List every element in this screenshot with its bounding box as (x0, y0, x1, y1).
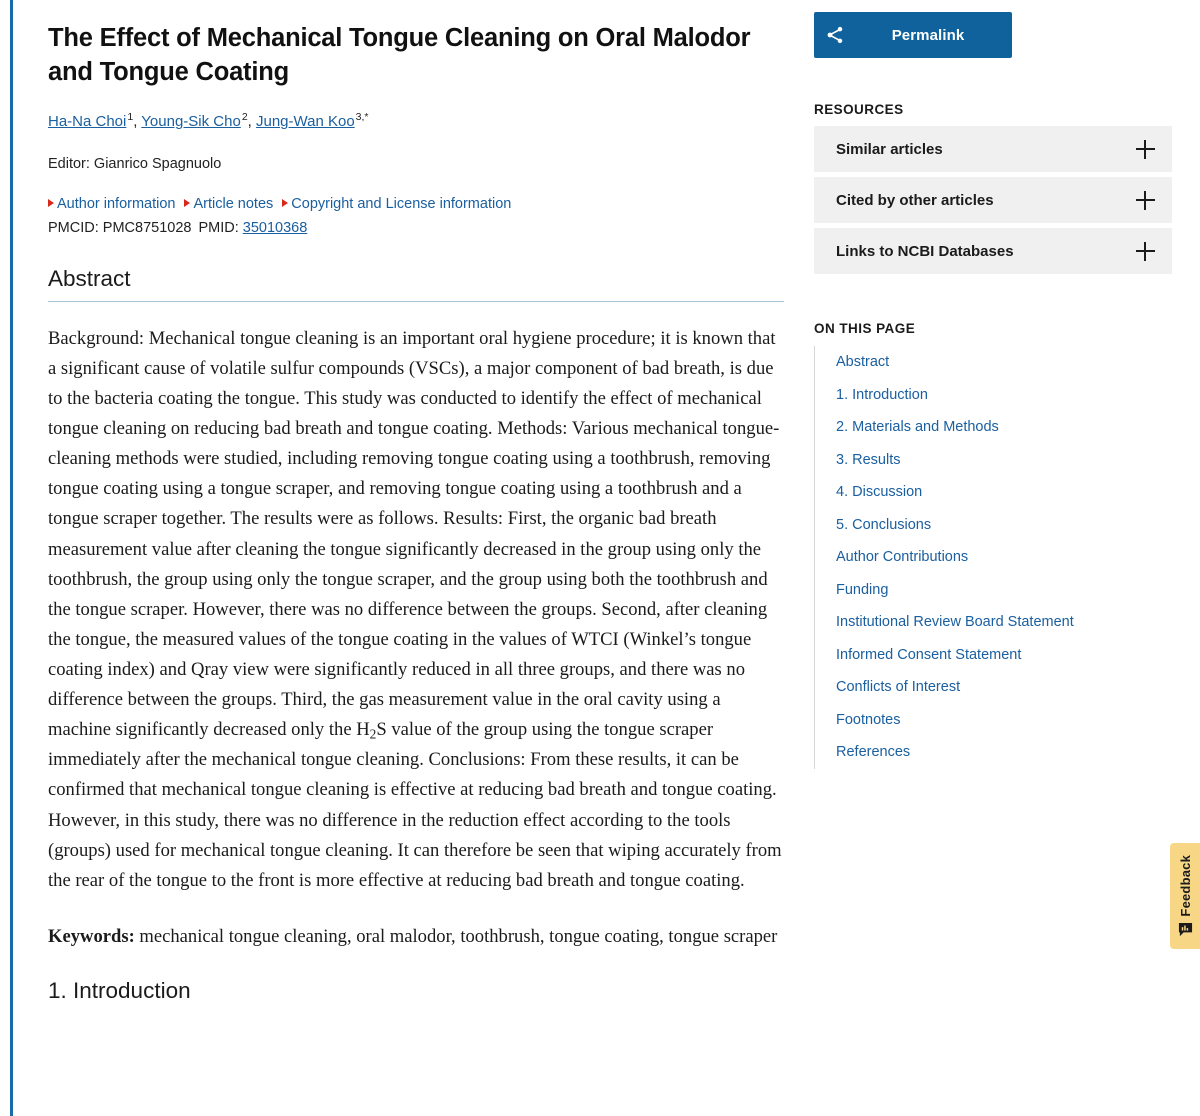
list-item (836, 671, 1172, 704)
toc-link-abstract[interactable]: Abstract (836, 354, 890, 370)
left-accent-rule (10, 0, 13, 1116)
on-this-page-title: ON THIS PAGE (814, 321, 916, 336)
pmid-label: PMID: (198, 219, 239, 236)
list-item (836, 346, 1172, 379)
article-identifiers (48, 220, 784, 236)
toc-link-author-contributions[interactable]: Author Contributions (836, 549, 969, 565)
triangle-right-icon (48, 199, 54, 207)
list-item (836, 606, 1172, 639)
author-affiliation-1: 1 (127, 111, 134, 124)
list-item (836, 444, 1172, 477)
toc-link-footnotes[interactable]: Footnotes (836, 711, 901, 728)
sidebar (814, 12, 1172, 769)
list-item (836, 509, 1172, 542)
copyright-license-toggle[interactable]: Copyright and License information (282, 196, 511, 212)
list-item (836, 379, 1172, 412)
list-item (836, 411, 1172, 444)
article-content (48, 22, 784, 1004)
toc-link-discussion[interactable]: 4. Discussion (836, 484, 923, 500)
feedback-chart-icon (1178, 922, 1193, 937)
permalink-label: Permalink (891, 26, 965, 44)
pmcid-label: PMCID: (48, 219, 99, 236)
plus-icon[interactable] (1136, 140, 1155, 159)
list-item (836, 574, 1172, 607)
author-information-toggle[interactable]: Author information (48, 196, 175, 212)
triangle-right-icon (184, 199, 190, 207)
resources-title: RESOURCES (814, 102, 904, 117)
toc-link-institutional-review-board-statement[interactable]: Institutional Review Board Statement (836, 614, 1074, 630)
list-item (836, 704, 1172, 737)
share-icon (814, 25, 856, 45)
toc-link-conclusions[interactable]: 5. Conclusions (836, 516, 932, 533)
list-item (836, 476, 1172, 509)
plus-icon[interactable] (1136, 242, 1155, 261)
triangle-right-icon (282, 199, 288, 207)
abstract-text-part-2: S value of the group using the tongue scraper immediately after the mechanical tongue cleaning. Conclusions: From these results, it can be confirmed that mechanical tongue cleaning is effective at reducing bad breath and tongue coating. However, in this study, there was no difference in the reduction effect according to the tools (groups) used for mechanical tongue cleaning. It can therefore be seen that wiping accurately from the rear of the tongue to the front is more effective at reducing bad breath and tongue coating. (48, 719, 782, 891)
author-link-3[interactable]: Jung-Wan Koo (256, 113, 355, 131)
resource-item-similar-articles[interactable] (814, 126, 1172, 172)
list-item (836, 639, 1172, 672)
feedback-label: Feedback (1177, 855, 1193, 917)
resource-label: Similar articles (836, 140, 943, 158)
plus-icon[interactable] (1136, 191, 1155, 210)
abstract-paragraph (48, 324, 784, 896)
toc-link-references[interactable]: References (836, 744, 911, 760)
toc-link-conflicts-of-interest[interactable]: Conflicts of Interest (836, 679, 961, 695)
keywords-label: Keywords: (48, 925, 135, 947)
pmcid-value: PMC8751028 (102, 219, 192, 236)
abstract-text-part-1: Background: Mechanical tongue cleaning is an important oral hygiene procedure; it is known that a significant cause of volatile sulfur compounds (VSCs), a major component of bad breath, is due to the bacteria coating the tongue. This study was conducted to identify the effect of mechanical tongue cleaning on reducing bad breath and tongue coating. Methods: Various mechanical tongue-cleaning methods were studied, including removing tongue coating using a toothbrush, removing tongue coating using a tongue scraper, and removing tongue coating using a toothbrush and a tongue scraper together. The results were as follows. Results: First, the organic bad breath measurement value after cleaning the tongue significantly decreased in the group using only the toothbrush, the group using only the tongue scraper, and the group using both the toothbrush and the tongue scraper. However, there was no difference between the groups. Second, after cleaning the tongue, the measured values of the tongue coating in the values of WTCI (Winkel’s tongue coating index) and Qray view were significantly reduced in all three groups, and there was no difference between the groups. Third, the gas measurement value in the oral cavity using a machine significantly decreased only the H (48, 327, 780, 741)
list-item (836, 541, 1172, 574)
toc-link-results[interactable]: 3. Results (836, 451, 901, 468)
toc-link-materials-and-methods[interactable]: 2. Materials and Methods (836, 419, 999, 435)
resource-item-links-to-ncbi-databases[interactable] (814, 228, 1172, 274)
page-title: The Effect of Mechanical Tongue Cleaning on Oral Malodor and Tongue Coating (48, 24, 751, 86)
feedback-tab[interactable] (1170, 843, 1200, 949)
on-this-page-list (814, 346, 1172, 769)
author-affiliation-2: 2 (241, 111, 248, 124)
toc-link-informed-consent-statement[interactable]: Informed Consent Statement (836, 646, 1022, 663)
introduction-heading: 1. Introduction (48, 978, 191, 1003)
abstract-subscript: 2 (369, 726, 377, 742)
permalink-button[interactable] (814, 12, 1012, 58)
abstract-body (48, 324, 784, 952)
article-notes-toggle[interactable]: Article notes (184, 196, 273, 212)
resource-item-cited-by-other-articles[interactable] (814, 177, 1172, 223)
author-link-2[interactable]: Young-Sik Cho (141, 113, 241, 131)
pmid-link[interactable]: 35010368 (242, 219, 308, 236)
toc-link-funding[interactable]: Funding (836, 581, 889, 598)
list-item (836, 736, 1172, 769)
author-affiliation-3: 3,* (355, 111, 369, 124)
author-link-1[interactable]: Ha-Na Choi (48, 113, 127, 131)
keywords-value: mechanical tongue cleaning, oral malodor, toothbrush, tongue coating, tongue scraper (134, 925, 778, 947)
resource-label: Links to NCBI Databases (836, 242, 1014, 260)
article-meta-links (48, 196, 784, 212)
editor-line: Editor: Gianrico Spagnuolo (48, 155, 222, 172)
toc-link-introduction[interactable]: 1. Introduction (836, 386, 928, 403)
resource-label: Cited by other articles (836, 191, 994, 209)
author-list: Ha-Na Choi$^1$, Young-Sik Cho$^2$, Jung-Wan Koo$^{3,*}$ (48, 111, 369, 131)
keywords-paragraph (48, 922, 784, 952)
abstract-heading: Abstract (48, 266, 784, 302)
